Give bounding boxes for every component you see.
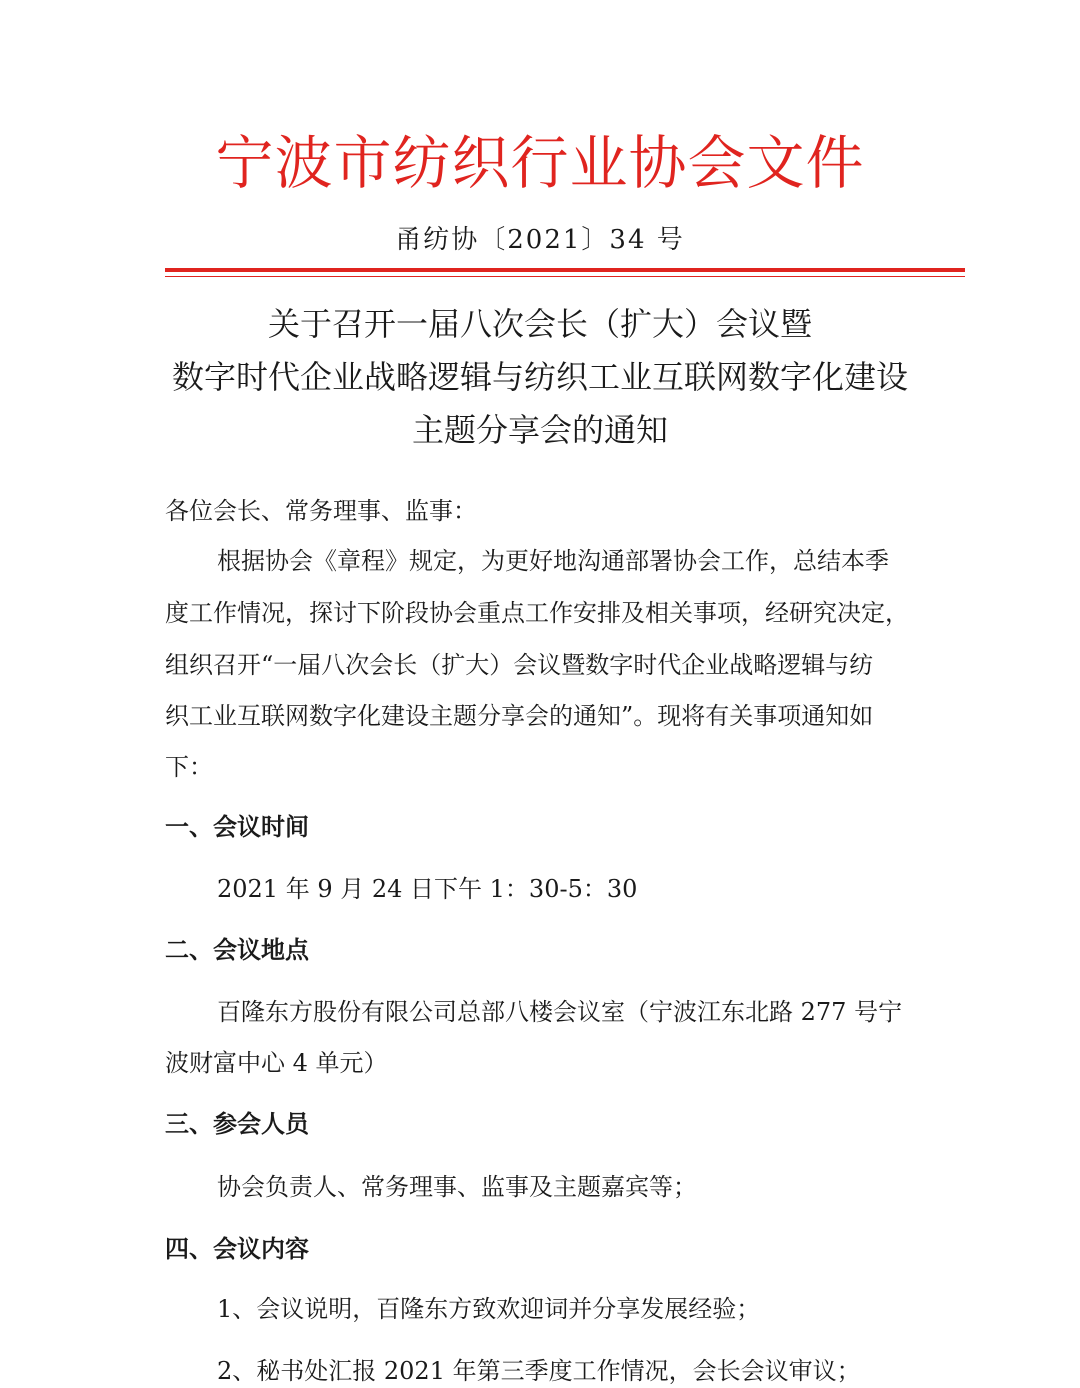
section-line: 2021 年 9 月 24 日下午 1：30-5：30 <box>217 875 638 903</box>
salutation: 各位会长、常务理事、监事： <box>165 497 477 525</box>
agenda-item: 1、会议说明，百隆东方致欢迎词并分享发展经验； <box>217 1295 761 1323</box>
intro-line: 度工作情况，探讨下阶段协会重点工作安排及相关事项，经研究决定， <box>165 599 909 627</box>
intro-line: 下： <box>165 753 213 781</box>
title-line: 关于召开一届八次会长（扩大）会议暨 <box>267 305 812 343</box>
agenda-item: 2、秘书处汇报 2021 年第三季度工作情况，会长会议审议； <box>217 1357 861 1385</box>
section-heading-attendees: 三、参会人员 <box>165 1110 309 1138</box>
section-line: 百隆东方股份有限公司总部八楼会议室（宁波江东北路 277 号宁 <box>217 998 903 1026</box>
section-line: 波财富中心 4 单元） <box>165 1049 388 1077</box>
intro-line: 织工业互联网数字化建设主题分享会的通知”。现将有关事项通知如 <box>165 702 874 730</box>
masthead-title: 宁波市纺织行业协会文件 <box>215 129 865 197</box>
section-heading-agenda: 四、会议内容 <box>165 1235 309 1263</box>
title-line: 主题分享会的通知 <box>411 411 668 449</box>
section-heading-location: 二、会议地点 <box>165 936 309 964</box>
document-number: 甬纺协〔2021〕34 号 <box>395 225 685 255</box>
intro-line: 组织召开“一届八次会长（扩大）会议暨数字时代企业战略逻辑与纺 <box>165 651 874 679</box>
notice-title <box>0 298 1080 457</box>
section-line: 协会负责人、常务理事、监事及主题嘉宾等； <box>217 1173 697 1201</box>
intro-line: 根据协会《章程》规定，为更好地沟通部署协会工作，总结本季 <box>217 547 889 575</box>
title-line: 数字时代企业战略逻辑与纺织工业互联网数字化建设 <box>171 358 908 396</box>
red-divider-thick <box>165 268 965 272</box>
red-divider-thin <box>165 276 965 277</box>
section-heading-time: 一、会议时间 <box>165 813 309 841</box>
